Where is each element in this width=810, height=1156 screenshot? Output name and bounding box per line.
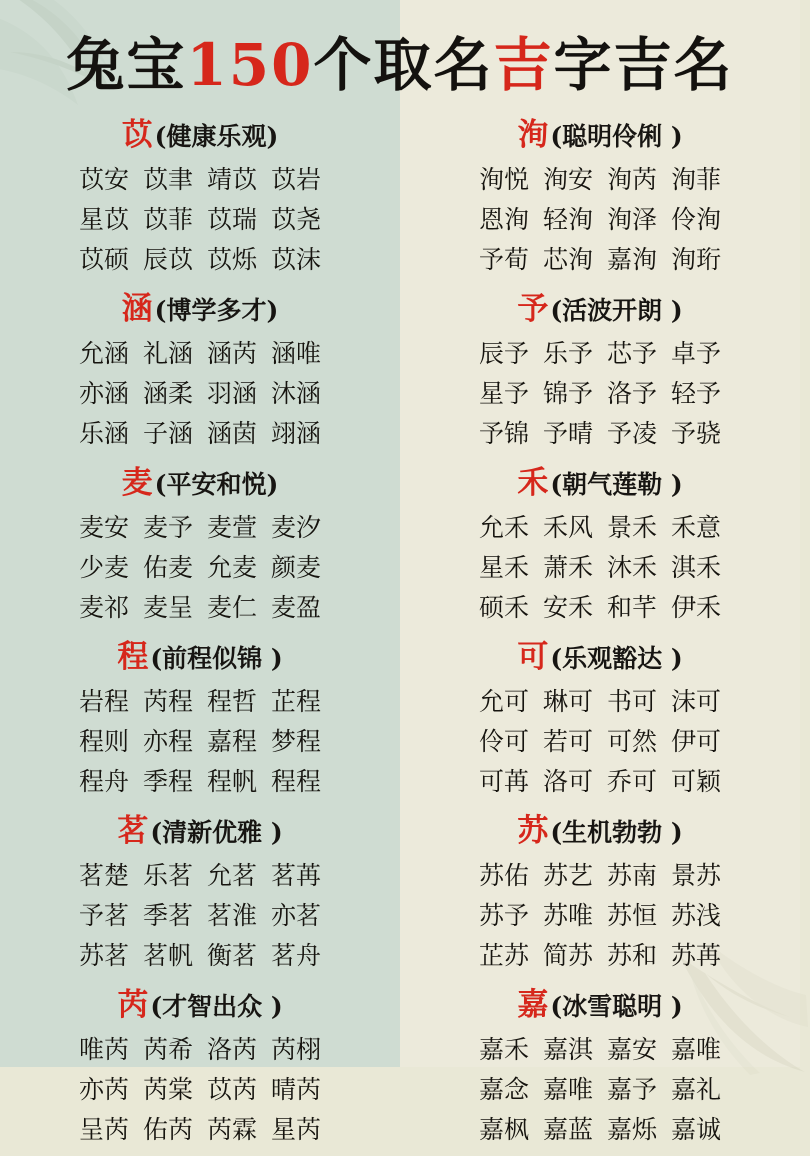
name-item: 茗楚: [78, 861, 129, 890]
name-item: 乐予: [542, 339, 593, 368]
name-row: [8, 508, 392, 548]
group-desc: (生机勃勃 ): [550, 818, 683, 847]
name-item: 晴芮: [271, 1075, 322, 1104]
group-char: 茗: [117, 813, 149, 849]
name-item: 嘉唯: [671, 1035, 722, 1064]
name-item: 沐涵: [271, 379, 322, 408]
name-item: 苡菲: [142, 205, 193, 234]
name-row: [408, 1070, 792, 1110]
name-row: [8, 1070, 392, 1110]
group-desc: (聪明伶俐 ): [550, 122, 683, 151]
name-row: [408, 200, 792, 240]
right-column: [400, 112, 800, 1156]
name-row: [408, 414, 792, 454]
group-desc: (清新优雅 ): [150, 818, 283, 847]
name-item: 芮棠: [142, 1075, 193, 1104]
name-item: 可然: [607, 727, 658, 756]
name-item: 茗舟: [271, 941, 322, 970]
name-item: 衡茗: [207, 941, 258, 970]
name-item: 伶可: [478, 727, 529, 756]
name-item: 硕禾: [478, 593, 529, 622]
name-item: 季程: [142, 767, 193, 796]
name-item: 轻洵: [542, 205, 593, 234]
name-row: [8, 1030, 392, 1070]
name-item: 季茗: [142, 901, 193, 930]
name-row: [408, 548, 792, 588]
name-item: 苡岩: [271, 165, 322, 194]
name-item: 恩洵: [478, 205, 529, 234]
name-item: 允涵: [78, 339, 129, 368]
name-item: 嘉安: [607, 1035, 658, 1064]
name-group: [408, 286, 792, 454]
group-char: 苡: [121, 117, 153, 153]
group-char: 可: [517, 639, 549, 675]
name-row: [8, 548, 392, 588]
name-item: 唯芮: [78, 1035, 129, 1064]
name-item: 景禾: [607, 513, 658, 542]
name-row: [8, 374, 392, 414]
group-heading: [8, 808, 392, 856]
group-char: 芮: [117, 987, 149, 1023]
name-group: [8, 808, 392, 976]
name-item: 嘉淇: [542, 1035, 593, 1064]
group-desc: (博学多才): [154, 296, 279, 325]
title-part-pre: 兔宝: [66, 31, 187, 99]
name-item: 予凌: [607, 419, 658, 448]
name-item: 若可: [542, 727, 593, 756]
name-item: 涵芮: [207, 339, 258, 368]
name-item: 苡芮: [207, 1075, 258, 1104]
group-char: 予: [517, 291, 549, 327]
group-desc: (活波开朗 ): [550, 296, 683, 325]
name-item: 苡瑞: [207, 205, 258, 234]
name-item: 芷程: [271, 687, 322, 716]
name-item: 苏恒: [607, 901, 658, 930]
name-item: 苏唯: [542, 901, 593, 930]
name-row: [408, 160, 792, 200]
group-heading: [408, 808, 792, 856]
name-row: [8, 896, 392, 936]
name-item: 羽涵: [207, 379, 258, 408]
name-row: [408, 240, 792, 280]
name-item: 琳可: [542, 687, 593, 716]
name-item: 允可: [478, 687, 529, 716]
name-row: [8, 588, 392, 628]
name-item: 洵安: [542, 165, 593, 194]
name-row: [8, 414, 392, 454]
name-row: [408, 722, 792, 762]
name-item: 茗淮: [207, 901, 258, 930]
name-item: 亦程: [142, 727, 193, 756]
name-row: [8, 682, 392, 722]
name-item: 芮栩: [271, 1035, 322, 1064]
name-row: [8, 240, 392, 280]
name-group: [8, 634, 392, 802]
name-item: 子涵: [142, 419, 193, 448]
group-desc: (才智出众 ): [150, 992, 283, 1021]
name-item: 星苡: [78, 205, 129, 234]
name-row: [408, 1110, 792, 1150]
group-heading: [408, 286, 792, 334]
name-row: [408, 896, 792, 936]
name-item: 萧禾: [542, 553, 593, 582]
name-item: 乐茗: [142, 861, 193, 890]
name-row: [8, 334, 392, 374]
name-item: 洛芮: [207, 1035, 258, 1064]
name-item: 亦芮: [78, 1075, 129, 1104]
name-item: 靖苡: [207, 165, 258, 194]
name-item: 亦涵: [78, 379, 129, 408]
name-item: 少麦: [78, 553, 129, 582]
name-item: 芮希: [142, 1035, 193, 1064]
name-item: 洵珩: [671, 245, 722, 274]
name-group: [8, 286, 392, 454]
name-item: 可苒: [478, 767, 529, 796]
name-item: 苏和: [607, 941, 658, 970]
name-item: 卓予: [671, 339, 722, 368]
name-item: 嘉予: [607, 1075, 658, 1104]
group-char: 涵: [121, 291, 153, 327]
name-group: [8, 112, 392, 280]
name-item: 亦茗: [271, 901, 322, 930]
name-item: 苏茗: [78, 941, 129, 970]
name-item: 程程: [271, 767, 322, 796]
name-item: 岩程: [78, 687, 129, 716]
name-item: 星禾: [478, 553, 529, 582]
name-item: 和芊: [607, 593, 658, 622]
name-item: 芯洵: [542, 245, 593, 274]
group-heading: [408, 460, 792, 508]
name-item: 乔可: [607, 767, 658, 796]
name-row: [408, 682, 792, 722]
name-group: [408, 112, 792, 280]
name-item: 颜麦: [271, 553, 322, 582]
name-item: 可颖: [671, 767, 722, 796]
name-item: 麦萱: [207, 513, 258, 542]
name-item: 嘉禾: [478, 1035, 529, 1064]
name-item: 伊禾: [671, 593, 722, 622]
group-desc: (乐观豁达 ): [550, 644, 683, 673]
name-item: 予骁: [671, 419, 722, 448]
name-item: 程帆: [207, 767, 258, 796]
name-item: 禾意: [671, 513, 722, 542]
name-row: [8, 762, 392, 802]
name-item: 允禾: [478, 513, 529, 542]
name-item: 苡安: [78, 165, 129, 194]
name-item: 呈芮: [78, 1115, 129, 1144]
name-item: 佑芮: [142, 1115, 193, 1144]
name-row: [408, 856, 792, 896]
name-row: [408, 334, 792, 374]
name-group: [408, 982, 792, 1150]
name-item: 洵芮: [607, 165, 658, 194]
group-char: 嘉: [517, 987, 549, 1023]
name-item: 轻予: [671, 379, 722, 408]
name-item: 涵柔: [142, 379, 193, 408]
name-group: [408, 460, 792, 628]
name-item: 嘉程: [207, 727, 258, 756]
group-desc: (健康乐观): [154, 122, 279, 151]
name-item: 洵泽: [607, 205, 658, 234]
group-desc: (冰雪聪明 ): [550, 992, 683, 1021]
name-item: 苏浅: [671, 901, 722, 930]
name-item: 程则: [78, 727, 129, 756]
name-item: 嘉诚: [671, 1115, 722, 1144]
name-item: 苡烁: [207, 245, 258, 274]
left-column: [0, 112, 400, 1156]
name-row: [408, 762, 792, 802]
name-item: 嘉烁: [607, 1115, 658, 1144]
name-item: 嘉礼: [671, 1075, 722, 1104]
group-heading: [8, 634, 392, 682]
name-item: 苡聿: [142, 165, 193, 194]
name-item: 锦予: [542, 379, 593, 408]
name-item: 茗苒: [271, 861, 322, 890]
group-heading: [8, 286, 392, 334]
name-item: 涵唯: [271, 339, 322, 368]
name-item: 芯予: [607, 339, 658, 368]
name-item: 予锦: [478, 419, 529, 448]
name-group: [8, 460, 392, 628]
name-item: 麦予: [142, 513, 193, 542]
name-item: 沐禾: [607, 553, 658, 582]
group-heading: [408, 982, 792, 1030]
name-item: 苏予: [478, 901, 529, 930]
name-item: 洵悦: [478, 165, 529, 194]
name-item: 茗帆: [142, 941, 193, 970]
group-desc: (平安和悦): [154, 470, 279, 499]
name-group: [408, 808, 792, 976]
name-row: [8, 200, 392, 240]
name-row: [408, 588, 792, 628]
name-row: [408, 1030, 792, 1070]
name-item: 麦汐: [271, 513, 322, 542]
name-item: 书可: [607, 687, 658, 716]
group-char: 禾: [517, 465, 549, 501]
name-group: [408, 634, 792, 802]
group-heading: [8, 460, 392, 508]
name-row: [408, 936, 792, 976]
name-item: 涵茵: [207, 419, 258, 448]
name-item: 嘉念: [478, 1075, 529, 1104]
name-item: 苏佑: [478, 861, 529, 890]
name-item: 允麦: [207, 553, 258, 582]
name-item: 辰苡: [142, 245, 193, 274]
name-row: [8, 856, 392, 896]
name-item: 景苏: [671, 861, 722, 890]
name-item: 程舟: [78, 767, 129, 796]
title-part-post: 字吉名: [553, 31, 734, 99]
name-item: 梦程: [271, 727, 322, 756]
name-item: 禾风: [542, 513, 593, 542]
group-char: 苏: [517, 813, 549, 849]
group-heading: [408, 112, 792, 160]
name-item: 星予: [478, 379, 529, 408]
name-item: 予茗: [78, 901, 129, 930]
name-row: [8, 936, 392, 976]
name-item: 芷苏: [478, 941, 529, 970]
name-item: 苏南: [607, 861, 658, 890]
name-item: 乐涵: [78, 419, 129, 448]
name-row: [408, 508, 792, 548]
name-item: 沫可: [671, 687, 722, 716]
group-heading: [8, 112, 392, 160]
name-item: 嘉枫: [478, 1115, 529, 1144]
name-item: 辰予: [478, 339, 529, 368]
name-columns: [0, 112, 800, 1156]
title-highlight-char: 吉: [493, 31, 554, 99]
name-item: 程哲: [207, 687, 258, 716]
name-item: 伶洵: [671, 205, 722, 234]
page-title: [0, 30, 800, 100]
name-item: 允茗: [207, 861, 258, 890]
name-item: 予晴: [542, 419, 593, 448]
group-char: 洵: [517, 117, 549, 153]
name-item: 洛可: [542, 767, 593, 796]
name-item: 星芮: [271, 1115, 322, 1144]
name-item: 苏苒: [671, 941, 722, 970]
name-item: 嘉蓝: [542, 1115, 593, 1144]
name-item: 苡硕: [78, 245, 129, 274]
name-item: 洵菲: [671, 165, 722, 194]
name-item: 淇禾: [671, 553, 722, 582]
name-item: 苏艺: [542, 861, 593, 890]
name-item: 芮程: [142, 687, 193, 716]
name-item: 简苏: [542, 941, 593, 970]
name-item: 苡尧: [271, 205, 322, 234]
group-desc: (前程似锦 ): [150, 644, 283, 673]
name-row: [8, 1110, 392, 1150]
name-row: [8, 160, 392, 200]
name-group: [8, 982, 392, 1150]
name-item: 礼涵: [142, 339, 193, 368]
title-highlight-number: 150: [186, 31, 314, 99]
name-item: 麦仁: [207, 593, 258, 622]
name-item: 嘉洵: [607, 245, 658, 274]
name-item: 麦祁: [78, 593, 129, 622]
group-heading: [8, 982, 392, 1030]
name-row: [408, 374, 792, 414]
name-item: 苡沫: [271, 245, 322, 274]
group-char: 麦: [121, 465, 153, 501]
name-item: 翊涵: [271, 419, 322, 448]
group-heading: [408, 634, 792, 682]
name-item: 安禾: [542, 593, 593, 622]
title-part-mid: 个取名: [313, 31, 494, 99]
name-item: 麦盈: [271, 593, 322, 622]
name-item: 芮霖: [207, 1115, 258, 1144]
name-item: 麦安: [78, 513, 129, 542]
name-item: 佑麦: [142, 553, 193, 582]
name-item: 嘉唯: [542, 1075, 593, 1104]
name-item: 予荀: [478, 245, 529, 274]
name-item: 伊可: [671, 727, 722, 756]
name-item: 洛予: [607, 379, 658, 408]
name-row: [8, 722, 392, 762]
group-char: 程: [117, 639, 149, 675]
name-item: 麦呈: [142, 593, 193, 622]
group-desc: (朝气莲勒 ): [550, 470, 683, 499]
